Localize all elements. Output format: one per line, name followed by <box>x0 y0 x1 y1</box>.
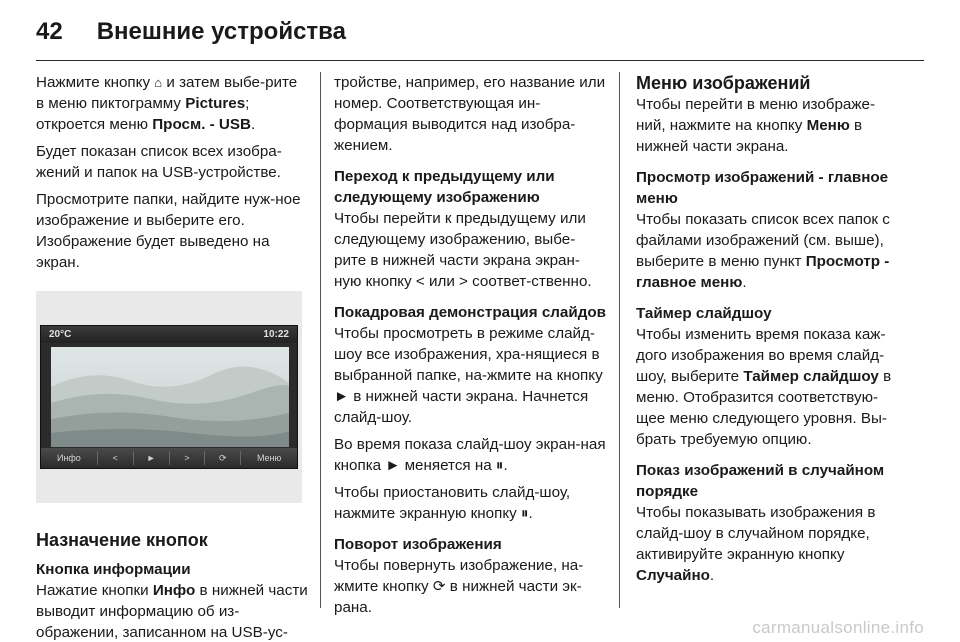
header-rule <box>36 60 924 61</box>
temperature: 20°C <box>49 329 72 340</box>
paragraph: Чтобы приостановить слайд-шоу, нажмите экранную кнопку ⏸. <box>334 484 571 522</box>
subheading-main-menu: Просмотр изображений - главное меню <box>636 169 889 207</box>
menu-button[interactable]: Меню <box>240 451 297 465</box>
column-1 <box>36 72 308 642</box>
column-divider <box>619 72 620 608</box>
clock: 10:22 <box>263 329 289 340</box>
paragraph: Чтобы изменить время показа каж-дого изображения во время слайд-шоу, выберите Таймер слайдшоу в меню. Отобразится соответствую-щее меню следующего уровня. Вы-брать требуемую опцию. <box>636 326 892 448</box>
watermark: carmanualsonline.info <box>752 618 924 637</box>
heading-picture-menu: Меню изображений <box>636 73 811 93</box>
paragraph: Чтобы показать список всех папок с файлами изображений (см. выше), выберите в меню пункт Просмотр - главное меню. <box>636 211 890 291</box>
column-3 <box>636 72 904 592</box>
paragraph: Чтобы перейти в меню изображе-ний, нажмите на кнопку Меню в нижней части экрана. <box>636 96 876 155</box>
paragraph: Чтобы просмотреть в режиме слайд-шоу все изображения, хра-нящиеся в выбранной папке, на-жмите на кнопку ► в нижней части экрана. Начнется слайд-шоу. <box>334 325 603 426</box>
column-divider <box>320 72 321 608</box>
landscape-image <box>51 347 289 447</box>
next-button[interactable]: > <box>169 451 205 465</box>
subheading-random: Показ изображений в случайном порядке <box>636 462 885 500</box>
paragraph: Нажатие кнопки Инфо в нижней части выводит информацию об из-ображении, записанном на USB-ус- <box>36 582 308 641</box>
rotate-button[interactable]: ⟳ <box>204 451 240 465</box>
home-icon: ⌂ <box>154 75 163 90</box>
subheading-prev-next: Переход к предыдущему или следующему изображению <box>334 168 555 206</box>
page-header <box>36 18 346 48</box>
heading-buttons: Назначение кнопок <box>36 530 208 550</box>
paragraph: Чтобы перейти к предыдущему или следующему изображению, выбе-рите в нижней части экрана экран-ную кнопку < или > соответ-ственно. <box>334 210 592 290</box>
subheading-slideshow: Покадровая демонстрация слайдов <box>334 304 606 321</box>
screen-button-bar <box>41 448 297 468</box>
play-button[interactable]: ► <box>133 451 169 465</box>
paragraph: Будет показан список всех изобра-жений и папок на USB-устройстве. <box>36 143 282 181</box>
paragraph: Нажмите кнопку ⌂ и затем выбе-рите в меню пиктограмму Pictures; откроется меню Просм. - USB. <box>36 74 298 133</box>
paragraph: тройстве, например, его название или номер. Соответствующая ин-формация выводится над изобра-жением. <box>334 74 606 154</box>
section-title: Внешние устройства <box>96 18 346 45</box>
paragraph: Чтобы показывать изображения в слайд-шоу в случайном порядке, активируйте экранную кнопку Случайно. <box>636 504 876 584</box>
display-screen <box>40 325 298 469</box>
paragraph: Во время показа слайд-шоу экран-ная кнопка ► меняется на ⏸. <box>334 436 606 474</box>
screen-status-bar <box>41 326 297 343</box>
prev-button[interactable]: < <box>97 451 133 465</box>
column-2 <box>334 72 606 624</box>
subheading-timer: Таймер слайдшоу <box>636 305 772 322</box>
screenshot-figure <box>36 291 302 503</box>
paragraph: Чтобы повернуть изображение, на-жмите кнопку ⟳ в нижней части эк-рана. <box>334 557 584 616</box>
picture-preview <box>51 347 289 447</box>
subheading-rotate: Поворот изображения <box>334 536 502 553</box>
page-number: 42 <box>36 18 63 45</box>
paragraph: Просмотрите папки, найдите нуж-ное изображение и выберите его. Изображение будет выведено на экран. <box>36 191 301 271</box>
subheading-info: Кнопка информации <box>36 561 191 578</box>
info-button[interactable]: Инфо <box>56 453 81 463</box>
